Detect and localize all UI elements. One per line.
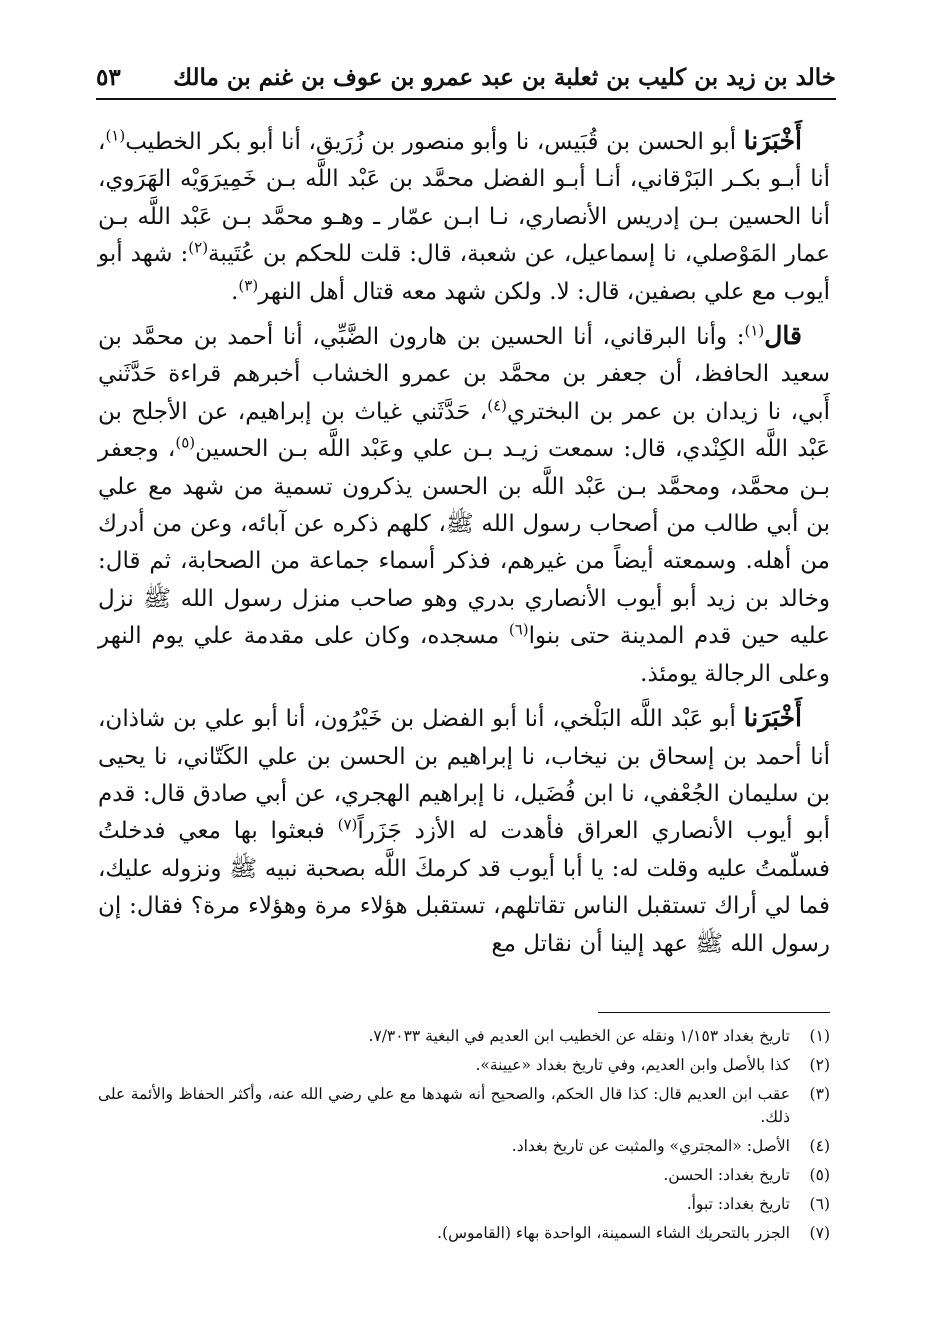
paragraph-text: ، أنا أبـو بكـر البَرْقاني، أنـا أبـو الفضل محمَّد بن عَبْد اللَّه بـن خَمِيرَوَيْه الهَرَوي، أنا الحسين بـن إدريس الأنصاري، نـا ابـن عمّار ـ وهـو محمَّد بـن عَبْد اللَّه بـن عمار المَوْصلي، نا إسماعيل، عن شعبة، قال: قلت للحكم بن عُتَيبة <box>98 129 831 268</box>
paragraph-lead: قال <box>764 321 802 351</box>
footnote-mark: (١) <box>809 1027 830 1045</box>
footnotes <box>98 1025 830 1251</box>
footnote-ref: (٢) <box>188 238 209 257</box>
footnote <box>98 1164 830 1187</box>
footnote-text: الأصل: «المجتري» والمثبت عن تاريخ بغداد. <box>511 1137 790 1155</box>
main-text <box>98 122 830 969</box>
paragraph-text: أبو عَبْد اللَّه البَلْخي، أنا أبو الفضل بن خَيْرُون، أنا أبو علي بن شاذان، أنا أحمد بن إسحاق بن نيخاب، نا إبراهيم بن الحسن بن علي الكَتّاني، نا يحيى بن سليمان الجُعْفي، نا ابن فُضَيل، نا إبراهيم الهجري، عن أبي صادق قال: قدم أبو أيوب الأنصاري العراق فأهدت له الأزد جَزَراً <box>98 706 830 845</box>
footnote-text: الجزر بالتحريك الشاء السمينة، الواحدة بهاء (القاموس). <box>437 1224 790 1242</box>
footnote-ref: (٤) <box>487 396 508 415</box>
footnote-ref: (٦) <box>508 620 529 639</box>
paragraph-text: فبعثوا بها معي فدخلتُ فسلّمتُ عليه وقلت له: يا أبا أيوب قد كرمكَ اللَّه بصحبة نبيه ﷺ ونزوله عليك، فما لي أراك تستقبل الناس تقاتلهم، تستقبل هؤلاء مرة وهؤلاء مرة؟ فقال: إن رسول الله ﷺ عهد إلينا أن نقاتل مع <box>98 818 830 957</box>
paragraph-text: : وأنا البرقاني، أنا الحسين بن هارون الضَّبِّي، أنا أحمد بن محمَّد بن سعيد الحافظ، أن جعفر بن محمَّد بن عمرو الخشاب أخبرهم قراءة حَدَّثَني أَبي، نا زيدان بن عمر بن البختري <box>98 324 830 425</box>
paragraph-text: . <box>231 278 239 305</box>
paragraph-1 <box>98 122 830 311</box>
footnote <box>98 1193 830 1216</box>
paragraph-3 <box>98 699 830 963</box>
footnote-ref: (١) <box>105 126 126 145</box>
footnote-ref: (٧) <box>337 815 358 834</box>
paragraph-lead: أَخْبَرَنا <box>743 703 802 733</box>
footnote <box>98 1054 830 1077</box>
paragraph-text: ، وجعفر بـن محمَّد، ومحمَّد بـن عَبْد اللَّه بن الحسن يذكرون تسمية من شهد مع علي بن أبي طالب من أصحاب رسول الله ﷺ، كلهم ذكره عن آبائه، وعن من أدرك من أهله. وسمعته أيضاً من غيرهم، فذكر أسماء جماعة من الصحابة، ثم قال: وخالد بن زيد أبو أيوب الأنصاري بدري وهو صاحب منزل رسول الله ﷺ نزل عليه حين قدم المدينة حتى بنوا <box>98 436 830 650</box>
paragraph-2 <box>98 317 830 693</box>
footnote-mark: (٢) <box>809 1056 830 1074</box>
footnote <box>98 1222 830 1245</box>
footnote <box>98 1135 830 1158</box>
footnote-ref: (١) <box>744 321 765 340</box>
footnote-mark: (٧) <box>809 1224 830 1242</box>
paragraph-text: ، حَدَّثَني غياث بن إبراهيم، عن الأجلح بن عَبْد اللَّه الكِنْدي، قال: سمعت زيـد بـن علي وعَبْد اللَّه بـن الحسين <box>98 398 830 463</box>
footnote <box>98 1025 830 1048</box>
footnote-mark: (٦) <box>809 1195 830 1213</box>
page-header <box>96 62 836 100</box>
footnote-text: تاريخ بغداد: تبوأ. <box>686 1195 790 1213</box>
paragraph-text: أبو الحسن بن قُبَيس، نا وأبو منصور بن زُرَيق، أنا أبو بكر الخطيب <box>125 129 744 155</box>
footnote-ref: (٣) <box>238 275 259 294</box>
footnote-text: عقب ابن العديم قال: كذا قال الحكم، والصحيح أنه شهدها مع علي رضي الله عنه، وأكثر الحفاظ والأئمة على ذلك. <box>98 1085 790 1126</box>
footnote-mark: (٣) <box>809 1085 830 1103</box>
paragraph-text: : شهد أبو أيوب مع علي بصفين، قال: لا. ولكن شهد معه قتال أهل النهر <box>98 241 830 305</box>
footnote-ref: (٥) <box>175 433 196 452</box>
footnote-text: تاريخ بغداد ١/١٥٣ ونقله عن الخطيب ابن العديم في البغية ٧/٣٠٣٣. <box>368 1027 790 1045</box>
paragraph-text: مسجده، وكان على مقدمة علي يوم النهر وعلى الرجالة يومئذ. <box>98 623 830 687</box>
paragraph-lead: أَخْبَرَنا <box>743 126 802 155</box>
running-title: خالد بن زيد بن كليب بن ثعلبة بن عبد عمرو بن عوف بن غنم بن مالك <box>173 64 836 91</box>
footnote <box>98 1083 830 1129</box>
footnote-text: كذا بالأصل وابن العديم، وفي تاريخ بغداد «عيينة». <box>475 1056 790 1074</box>
footnote-mark: (٤) <box>809 1137 830 1155</box>
footnote-mark: (٥) <box>809 1166 830 1184</box>
page-number: ٥٣ <box>96 64 121 91</box>
footnote-separator <box>598 1012 830 1013</box>
footnote-text: تاريخ بغداد: الحسن. <box>663 1166 790 1184</box>
